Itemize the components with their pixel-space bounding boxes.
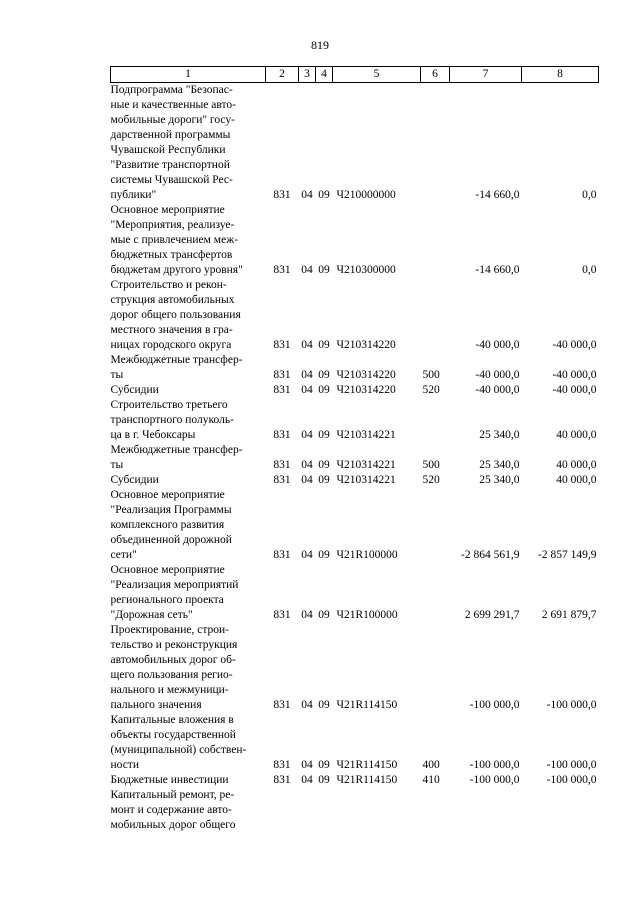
row-name <box>111 473 266 488</box>
row-name <box>111 788 266 833</box>
amount-year-2: 0,0 <box>582 264 597 276</box>
section-code: 04 <box>301 699 313 711</box>
row-name-line: комплексного развития <box>110 519 225 531</box>
amount-year-2: -100 000,0 <box>546 699 597 711</box>
row-name <box>111 83 266 204</box>
header-row <box>111 67 599 83</box>
grbs-code: 831 <box>273 189 291 201</box>
section-code <box>299 788 316 833</box>
table-row <box>111 383 599 398</box>
row-name-line: Межбюджетные трансфер- <box>110 444 243 456</box>
target-article-code: Ч210314221 <box>336 429 396 441</box>
table-row <box>111 713 599 773</box>
row-name <box>111 398 266 443</box>
subsection-code: 09 <box>318 699 330 711</box>
row-name-line: мобильные дороги" госу- <box>110 114 235 126</box>
subsection-code: 09 <box>318 339 330 351</box>
row-name-line: объединенной дорожной <box>110 534 232 546</box>
amount-year-2: -2 857 149,9 <box>538 549 597 561</box>
amount-year-2: 2 691 879,7 <box>541 609 597 621</box>
row-name-line: Основное мероприятие <box>110 204 225 216</box>
row-name-line: Субсидии <box>110 384 159 396</box>
row-name-line: объекты государственной <box>110 729 236 741</box>
subsection-code: 09 <box>318 474 330 486</box>
target-article-code: Ч210000000 <box>336 189 396 201</box>
row-name-line: Проектирование, строи- <box>110 624 229 636</box>
amount-year-1: -14 660,0 <box>475 189 520 201</box>
header-cell-2: 2 <box>266 67 299 83</box>
row-name-line: Подпрограмма "Безопас- <box>110 84 233 96</box>
table-row <box>111 623 599 713</box>
section-code: 04 <box>301 264 313 276</box>
row-name-line: "Реализация мероприятий <box>110 579 239 591</box>
subsection-code: 09 <box>318 369 330 381</box>
row-name-line: щего пользования регио- <box>110 669 233 681</box>
row-name-line: "Дорожная сеть" <box>110 609 193 621</box>
row-name <box>111 623 266 713</box>
row-name <box>111 383 266 398</box>
target-article-code: Ч21R114150 <box>336 774 398 786</box>
table-row <box>111 278 599 353</box>
amount-year-1: -14 660,0 <box>475 264 520 276</box>
subsection-code: 09 <box>318 459 330 471</box>
target-article-code: Ч210314221 <box>336 459 396 471</box>
table-row <box>111 473 599 488</box>
expense-type-code: 520 <box>422 474 440 486</box>
table-row <box>111 488 599 563</box>
row-name-line: "Реализация Программы <box>110 504 232 516</box>
section-code: 04 <box>301 189 313 201</box>
subsection-code: 09 <box>318 384 330 396</box>
row-name <box>111 443 266 473</box>
row-name <box>111 353 266 383</box>
row-name-line: автомобильных дорог об- <box>110 654 236 666</box>
grbs-code: 831 <box>273 339 291 351</box>
budget-table <box>110 66 599 833</box>
row-name-line: Бюджетные инвестиции <box>110 774 229 786</box>
subsection-code: 09 <box>318 609 330 621</box>
row-name-line: Субсидии <box>110 474 159 486</box>
target-article-code: Ч210314220 <box>336 384 396 396</box>
row-name-line: дарственной программы <box>110 129 231 141</box>
header-cell-7: 7 <box>450 67 522 83</box>
amount-year-1: 2 699 291,7 <box>464 609 520 621</box>
row-name-line: мобильных дорог общего <box>110 819 236 831</box>
target-article-code: Ч21R100000 <box>336 609 398 621</box>
grbs-code: 831 <box>273 429 291 441</box>
row-name-line: системы Чувашской Рес- <box>110 174 233 186</box>
amount-year-1 <box>450 788 522 833</box>
row-name-line: Строительство третьего <box>110 399 228 411</box>
header-cell-1: 1 <box>111 67 266 83</box>
row-name-line: Основное мероприятие <box>110 489 225 501</box>
header-cell-3: 3 <box>299 67 316 83</box>
expense-type-code: 520 <box>422 384 440 396</box>
header-cell-5: 5 <box>333 67 421 83</box>
target-article-code: Ч21R100000 <box>336 549 398 561</box>
amount-year-2: -100 000,0 <box>546 774 597 786</box>
expense-type-code <box>421 788 450 833</box>
expense-type-code: 500 <box>422 459 440 471</box>
row-name-line: ты <box>110 369 124 381</box>
row-name-line: Чувашской Республики <box>110 144 226 156</box>
grbs-code: 831 <box>273 549 291 561</box>
amount-year-2: -100 000,0 <box>546 759 597 771</box>
section-code: 04 <box>301 459 313 471</box>
section-code: 04 <box>301 429 313 441</box>
row-name-line: тельство и реконструкция <box>110 639 238 651</box>
table-row <box>111 83 599 204</box>
grbs-code: 831 <box>273 264 291 276</box>
amount-year-2: 40 000,0 <box>556 429 597 441</box>
row-name-line: пального значения <box>110 699 202 711</box>
row-name-line: Межбюджетные трансфер- <box>110 354 243 366</box>
expense-type-code <box>421 203 450 278</box>
row-name <box>111 713 266 773</box>
header-cell-6: 6 <box>421 67 450 83</box>
row-name-line: нального и межмуници- <box>110 684 229 696</box>
expense-type-code: 500 <box>422 369 440 381</box>
subsection-code: 09 <box>318 189 330 201</box>
subsection-code: 09 <box>318 549 330 561</box>
expense-type-code <box>421 83 450 204</box>
subsection-code: 09 <box>318 429 330 441</box>
section-code: 04 <box>301 759 313 771</box>
subsection-code: 09 <box>318 759 330 771</box>
amount-year-2: 40 000,0 <box>556 474 597 486</box>
row-name <box>111 278 266 353</box>
grbs-code: 831 <box>273 759 291 771</box>
target-article-code: Ч210314220 <box>336 369 396 381</box>
amount-year-1: -40 000,0 <box>475 369 520 381</box>
row-name <box>111 563 266 623</box>
target-article-code <box>333 788 421 833</box>
row-name-line: мые с привлечением меж- <box>110 234 238 246</box>
page-number: 819 <box>311 38 329 52</box>
row-name-line: ности <box>110 759 139 771</box>
section-code: 04 <box>301 474 313 486</box>
table-row <box>111 398 599 443</box>
table-row <box>111 443 599 473</box>
subsection-code: 09 <box>318 264 330 276</box>
target-article-code: Ч21R114150 <box>336 759 398 771</box>
amount-year-2 <box>522 788 599 833</box>
row-name-line: публики" <box>110 189 157 201</box>
amount-year-1: -100 000,0 <box>469 759 520 771</box>
row-name-line: регионального проекта <box>110 594 224 606</box>
row-name-line: ты <box>110 459 124 471</box>
amount-year-1: -2 864 561,9 <box>461 549 520 561</box>
row-name-line: бюджетам другого уровня" <box>110 264 243 276</box>
amount-year-1: 25 340,0 <box>479 474 520 486</box>
grbs-code: 831 <box>273 699 291 711</box>
row-name-line: бюджетных трансфертов <box>110 249 233 261</box>
row-name-line: струкция автомобильных <box>110 294 235 306</box>
section-code: 04 <box>301 384 313 396</box>
row-name-line: ницах городского округа <box>110 339 232 351</box>
table-body <box>111 83 599 834</box>
row-name <box>111 203 266 278</box>
row-name-line: Основное мероприятие <box>110 564 225 576</box>
target-article-code: Ч21R114150 <box>336 699 398 711</box>
subsection-code <box>316 788 333 833</box>
expense-type-code <box>421 278 450 353</box>
header-cell-8: 8 <box>522 67 599 83</box>
expense-type-code <box>421 563 450 623</box>
amount-year-1: -40 000,0 <box>475 339 520 351</box>
grbs-code: 831 <box>273 474 291 486</box>
expense-type-code: 410 <box>422 774 440 786</box>
row-name-line: дорог общего пользования <box>110 309 241 321</box>
grbs-code: 831 <box>273 384 291 396</box>
row-name-line: "Развитие транспортной <box>110 159 230 171</box>
grbs-code: 831 <box>273 369 291 381</box>
table-row <box>111 203 599 278</box>
section-code: 04 <box>301 549 313 561</box>
grbs-code: 831 <box>273 774 291 786</box>
table-header <box>111 67 599 83</box>
amount-year-2: 40 000,0 <box>556 459 597 471</box>
table-row <box>111 773 599 788</box>
row-name-line: "Мероприятия, реализуе- <box>110 219 235 231</box>
grbs-code: 831 <box>273 609 291 621</box>
table-row <box>111 353 599 383</box>
amount-year-2: 0,0 <box>582 189 597 201</box>
table-row <box>111 788 599 833</box>
section-code: 04 <box>301 339 313 351</box>
amount-year-1: -100 000,0 <box>469 699 520 711</box>
amount-year-2: -40 000,0 <box>552 369 597 381</box>
row-name <box>111 773 266 788</box>
expense-type-code <box>421 623 450 713</box>
amount-year-1: 25 340,0 <box>479 429 520 441</box>
row-name-line: местного значения в гра- <box>110 324 233 336</box>
subsection-code: 09 <box>318 774 330 786</box>
target-article-code: Ч210314220 <box>336 339 396 351</box>
row-name-line: Капитальный ремонт, ре- <box>110 789 235 801</box>
grbs-code: 831 <box>273 459 291 471</box>
section-code: 04 <box>301 774 313 786</box>
header-cell-4: 4 <box>316 67 333 83</box>
row-name-line: ца в г. Чебоксары <box>110 429 196 441</box>
grbs-code <box>266 788 299 833</box>
expense-type-code: 400 <box>422 759 440 771</box>
row-name-line: монт и содержание авто- <box>110 804 232 816</box>
target-article-code: Ч210314221 <box>336 474 396 486</box>
row-name <box>111 488 266 563</box>
row-name-line: Строительство и рекон- <box>110 279 227 291</box>
amount-year-1: -100 000,0 <box>469 774 520 786</box>
section-code: 04 <box>301 609 313 621</box>
section-code: 04 <box>301 369 313 381</box>
row-name-line: Капитальные вложения в <box>110 714 234 726</box>
row-name-line: (муниципальной) собствен- <box>110 744 247 756</box>
target-article-code: Ч210300000 <box>336 264 396 276</box>
row-name-line: транспортного полуколь- <box>110 414 234 426</box>
table-row <box>111 563 599 623</box>
amount-year-1: -40 000,0 <box>475 384 520 396</box>
amount-year-2: -40 000,0 <box>552 384 597 396</box>
amount-year-2: -40 000,0 <box>552 339 597 351</box>
amount-year-1: 25 340,0 <box>479 459 520 471</box>
row-name-line: ные и качественные авто- <box>110 99 236 111</box>
expense-type-code <box>421 488 450 563</box>
row-name-line: сети" <box>110 549 137 561</box>
expense-type-code <box>421 398 450 443</box>
